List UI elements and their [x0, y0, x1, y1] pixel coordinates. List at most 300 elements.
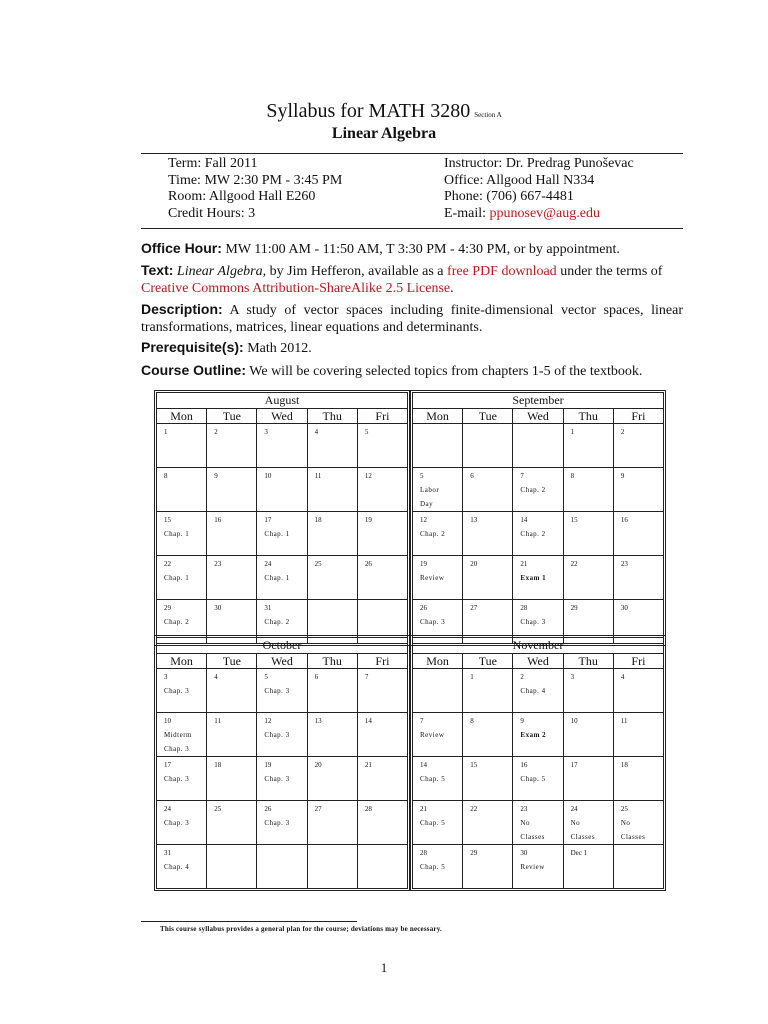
day-number: 20: [314, 761, 322, 769]
calendar-day-cell: [413, 845, 462, 888]
day-number: 29: [164, 604, 171, 612]
description-text: A study of vector spaces including finite-dimensional vector spaces, linear transformations, matrices, linear equations and determinants.: [141, 303, 683, 335]
calendar-month-title: November: [413, 638, 663, 654]
calendar-day-cell: [613, 556, 663, 599]
calendar-day-cell: [157, 669, 206, 712]
calendar-day-cell: [512, 468, 562, 511]
calendar-day-cell: [307, 845, 357, 888]
calendar-day-cell: [357, 556, 407, 599]
weekday-label: Thu: [563, 409, 613, 423]
day-number: 13: [314, 717, 322, 725]
calendar-day-cell: [357, 757, 407, 800]
calendar-day-cell: [413, 424, 462, 467]
day-number: 5: [364, 428, 369, 436]
day-number: 24: [570, 805, 578, 813]
calendar-month-title: September: [413, 393, 663, 409]
calendar-day-cell: [462, 512, 512, 555]
description-label: Description:: [141, 301, 223, 317]
day-note: Exam 2: [520, 731, 547, 739]
room: Room: Allgood Hall E260: [168, 189, 316, 204]
calendar-day-cell: [357, 845, 407, 888]
calendar-month-title: October: [157, 638, 407, 654]
calendar-day-cell: [307, 669, 357, 712]
calendar-day-cell: [206, 424, 256, 467]
day-number: 11: [620, 717, 628, 725]
calendar-day-cell: [613, 801, 663, 844]
course-info-left: [168, 156, 342, 222]
email-line: [444, 206, 634, 223]
weekday-header: [157, 654, 407, 669]
day-number: 12: [364, 472, 372, 480]
day-number: 17: [570, 761, 578, 769]
term: Term: Fall 2011: [168, 156, 258, 171]
day-number: 14: [364, 717, 372, 725]
calendar-august: [154, 390, 410, 646]
day-note: Chap. 3: [164, 745, 190, 753]
calendar-day-cell: [462, 845, 512, 888]
calendar-day-cell: [413, 468, 462, 511]
weekday-label: Mon: [426, 654, 449, 668]
weekday-label: Tue: [206, 409, 256, 423]
day-note: Chap. 2: [520, 486, 546, 494]
weekday-header: [413, 654, 663, 669]
office-hour-text: MW 11:00 AM - 11:50 AM, T 3:30 PM - 4:30 PM, or by appointment.: [225, 242, 620, 257]
day-number: 21: [364, 761, 372, 769]
day-number: 7: [420, 717, 424, 725]
page-number: 1: [380, 960, 388, 975]
weekday-label: Fri: [613, 409, 663, 423]
calendar-day-cell: [206, 468, 256, 511]
calendar-day-cell: [256, 468, 306, 511]
day-note: Chap. 2: [520, 530, 546, 538]
calendar-day-cell: [157, 757, 206, 800]
day-number: 3: [264, 428, 268, 436]
day-note: Chap. 2: [164, 618, 190, 626]
calendar-day-cell: [206, 512, 256, 555]
day-number: 23: [620, 560, 628, 568]
day-number: 24: [164, 805, 171, 813]
calendar-day-cell: [157, 713, 206, 756]
calendar-day-cell: [307, 801, 357, 844]
day-number: 12: [420, 516, 427, 524]
calendar-day-cell: [307, 556, 357, 599]
calendar-day-cell: [563, 845, 613, 888]
time: Time: MW 2:30 PM - 3:45 PM: [168, 172, 343, 188]
calendar-day-cell: [256, 845, 306, 888]
calendar-day-cell: [256, 713, 306, 756]
day-number: 21: [420, 805, 427, 813]
day-number: 1: [570, 428, 575, 436]
weekday-label: Mon: [426, 409, 449, 423]
day-number: 28: [364, 805, 372, 813]
day-number: 4: [620, 673, 625, 681]
weekday-label: Thu: [563, 654, 613, 668]
weekday-label: Wed: [512, 409, 562, 423]
calendar-day-cell: [563, 801, 613, 844]
calendar-day-cell: [157, 556, 206, 599]
office-hour-label: Office Hour:: [141, 240, 222, 256]
calendar-day-cell: [462, 669, 512, 712]
day-number: 31: [164, 849, 171, 857]
day-number: 1: [164, 428, 168, 436]
weekday-label: Mon: [170, 654, 193, 668]
calendar-day-cell: [613, 512, 663, 555]
day-number: 22: [470, 805, 478, 813]
calendar-day-cell: [357, 512, 407, 555]
calendar-day-cell: [206, 801, 256, 844]
day-number: 3: [164, 673, 168, 681]
calendar-day-cell: [512, 757, 562, 800]
day-number: 2: [520, 673, 524, 681]
calendar-day-cell: [512, 424, 562, 467]
weekday-header: [413, 409, 663, 424]
prerequisite-text: Math 2012.: [247, 341, 312, 356]
top-rule: [141, 153, 683, 154]
day-number: 14: [420, 761, 427, 769]
weekday-label: Fri: [613, 654, 663, 668]
calendar-day-cell: [157, 468, 206, 511]
day-note: Chap. 5: [420, 863, 446, 871]
calendar-week-row: [413, 512, 663, 556]
day-note: Chap. 2: [420, 530, 446, 538]
day-note: Chap. 3: [264, 775, 290, 783]
day-number: 10: [164, 717, 171, 725]
calendar-week-row: [157, 424, 407, 468]
prerequisite: [141, 339, 683, 357]
calendar-week-row: [157, 669, 407, 713]
day-number: 22: [570, 560, 578, 568]
day-number: 8: [164, 472, 168, 480]
day-number: 26: [420, 604, 427, 612]
weekday-label: Fri: [357, 654, 407, 668]
calendar-day-cell: [357, 713, 407, 756]
day-number: 13: [470, 516, 478, 524]
calendar-day-cell: [256, 669, 306, 712]
day-number: 20: [470, 560, 478, 568]
calendar-day-cell: [613, 669, 663, 712]
day-note: Day: [420, 500, 434, 508]
day-note: Chap. 3: [264, 731, 290, 739]
calendar-day-cell: [413, 556, 462, 599]
day-number: 19: [364, 516, 372, 524]
day-number: 2: [214, 428, 218, 436]
day-note: Chap. 5: [520, 775, 546, 783]
calendar-day-cell: [256, 556, 306, 599]
day-number: 6: [314, 673, 319, 681]
section-label: Section A: [474, 111, 502, 119]
day-number: 6: [470, 472, 474, 480]
text-label: Text:: [141, 262, 174, 278]
email-link[interactable]: ppunosev@aug.edu: [489, 205, 600, 221]
day-number: 9: [620, 472, 625, 480]
calendar-day-cell: [256, 801, 306, 844]
day-number: 27: [314, 805, 322, 813]
day-number: 25: [620, 805, 628, 813]
day-number: 19: [420, 560, 427, 568]
calendar-week-row: [157, 713, 407, 757]
day-number: 29: [570, 604, 578, 612]
prerequisite-label: Prerequisite(s):: [141, 339, 244, 355]
day-number: 5: [264, 673, 268, 681]
calendar-day-cell: [357, 468, 407, 511]
day-note: Chap. 3: [164, 819, 190, 827]
weekday-label: Tue: [462, 654, 512, 668]
footnote: This course syllabus provides a general plan for the course; deviations may be necessary.: [160, 925, 442, 933]
calendar-day-cell: [256, 424, 306, 467]
outline-text: We will be covering selected topics from chapters 1-5 of the textbook.: [249, 364, 643, 379]
calendar-day-cell: [462, 424, 512, 467]
credit-hours: Credit Hours: 3: [168, 205, 256, 221]
day-note: Exam 1: [520, 574, 547, 582]
calendar-day-cell: [157, 801, 206, 844]
calendar-day-cell: [613, 468, 663, 511]
calendar-day-cell: [157, 512, 206, 555]
text-section: [141, 262, 683, 297]
weekday-label: Tue: [462, 409, 512, 423]
calendar-day-cell: [512, 512, 562, 555]
day-number: 7: [520, 472, 524, 480]
email-label: E-mail:: [444, 205, 486, 221]
day-number: 11: [314, 472, 322, 480]
day-number: 26: [264, 805, 272, 813]
calendar-day-cell: [512, 713, 562, 756]
calendar-day-cell: [462, 801, 512, 844]
calendar-day-cell: [563, 512, 613, 555]
day-number: 4: [214, 673, 218, 681]
day-note: Chap. 4: [520, 687, 546, 695]
day-number: 27: [470, 604, 478, 612]
calendar-day-cell: [157, 424, 206, 467]
day-note: Chap. 2: [264, 618, 290, 626]
text-part1: , by Jim Hefferon, available as a: [262, 264, 448, 279]
day-number: 18: [314, 516, 322, 524]
course-subtitle: Linear Algebra: [331, 125, 437, 142]
day-note: Chap. 3: [164, 775, 190, 783]
calendar-day-cell: [357, 669, 407, 712]
calendar-day-cell: [563, 424, 613, 467]
calendar-week-row: [157, 468, 407, 512]
day-number: 25: [214, 805, 222, 813]
day-number: 28: [420, 849, 427, 857]
day-number: 22: [164, 560, 171, 568]
bottom-rule: [141, 228, 683, 229]
calendar-day-cell: [206, 713, 256, 756]
calendar-day-cell: [256, 757, 306, 800]
calendar-day-cell: [462, 468, 512, 511]
day-number: 18: [620, 761, 628, 769]
calendar-day-cell: [307, 757, 357, 800]
calendar-day-cell: [563, 669, 613, 712]
calendar-day-cell: [563, 757, 613, 800]
calendar-week-row: [413, 424, 663, 468]
day-number: 16: [214, 516, 222, 524]
day-number: 11: [214, 717, 221, 725]
calendar-day-cell: [413, 512, 462, 555]
day-note: Labor: [420, 486, 440, 494]
day-number: 14: [520, 516, 528, 524]
day-number: 5: [420, 472, 424, 480]
license-link[interactable]: Creative Commons Attribution-ShareAlike 2.5 License: [141, 281, 451, 296]
office-hour: [141, 240, 683, 258]
day-note: Chap. 3: [420, 618, 446, 626]
day-number: 17: [164, 761, 171, 769]
day-number: 21: [520, 560, 528, 568]
weekday-label: Thu: [307, 409, 357, 423]
calendar-week-row: [157, 512, 407, 556]
day-number: 30: [214, 604, 222, 612]
calendar-september: [410, 390, 666, 646]
day-number: 1: [470, 673, 474, 681]
day-number: Dec 1: [570, 849, 588, 857]
text-part3: .: [450, 281, 454, 296]
day-note: Review: [520, 863, 545, 871]
weekday-header: [157, 409, 407, 424]
calendar-day-cell: [462, 757, 512, 800]
title-text: Syllabus for MATH 3280: [266, 100, 471, 122]
calendar-day-cell: [157, 845, 206, 888]
calendar-day-cell: [413, 713, 462, 756]
day-number: 2: [620, 428, 625, 436]
description: [141, 301, 683, 336]
day-number: 8: [570, 472, 575, 480]
day-number: 10: [570, 717, 578, 725]
day-note: Chap. 3: [264, 819, 290, 827]
day-number: 4: [314, 428, 319, 436]
course-info-right: [444, 156, 634, 222]
day-note: No: [620, 819, 631, 827]
calendar-day-cell: [307, 468, 357, 511]
day-note: Chap. 1: [164, 530, 190, 538]
calendar-week-row: [413, 757, 663, 801]
calendar-week-row: [157, 757, 407, 801]
footnote-rule: [141, 921, 357, 922]
weekday-label: Fri: [357, 409, 407, 423]
weekday-label: Mon: [170, 409, 193, 423]
calendar-day-cell: [613, 424, 663, 467]
calendar-day-cell: [563, 713, 613, 756]
weekday-label: Wed: [256, 654, 306, 668]
pdf-link[interactable]: free PDF download: [447, 264, 557, 279]
day-number: 12: [264, 717, 272, 725]
calendar-day-cell: [563, 468, 613, 511]
day-number: 23: [520, 805, 528, 813]
calendar-november: [410, 635, 666, 891]
day-number: 31: [264, 604, 272, 612]
day-note: Midterm: [164, 731, 192, 739]
calendar-day-cell: [563, 556, 613, 599]
day-number: 30: [520, 849, 528, 857]
day-number: 9: [214, 472, 218, 480]
day-note: Review: [420, 731, 445, 739]
calendar-week-row: [413, 468, 663, 512]
course-outline: [141, 362, 683, 380]
calendar-day-cell: [307, 713, 357, 756]
day-number: 16: [620, 516, 628, 524]
calendar-day-cell: [512, 845, 562, 888]
day-note: Chap. 3: [264, 687, 290, 695]
day-note: Chap. 3: [164, 687, 190, 695]
calendar-day-cell: [613, 713, 663, 756]
phone: Phone: (706) 667-4481: [444, 189, 574, 204]
calendar-day-cell: [357, 801, 407, 844]
day-note: Classes: [520, 833, 545, 841]
day-number: 16: [520, 761, 528, 769]
day-number: 23: [214, 560, 222, 568]
day-note: Chap. 3: [520, 618, 546, 626]
weekday-label: Tue: [206, 654, 256, 668]
calendar-day-cell: [613, 845, 663, 888]
calendar-day-cell: [206, 669, 256, 712]
day-note: Chap. 5: [420, 775, 446, 783]
day-note: Chap. 1: [264, 530, 290, 538]
day-number: 10: [264, 472, 272, 480]
weekday-label: Wed: [512, 654, 562, 668]
day-number: 29: [470, 849, 478, 857]
calendar-day-cell: [462, 713, 512, 756]
instructor: Instructor: Dr. Predrag Punoševac: [444, 156, 634, 171]
weekday-label: Thu: [307, 654, 357, 668]
day-note: Classes: [570, 833, 596, 841]
day-number: 26: [364, 560, 372, 568]
day-number: 30: [620, 604, 628, 612]
day-note: Chap. 4: [164, 863, 190, 871]
office: Office: Allgood Hall N334: [444, 172, 595, 188]
calendar-month-title: August: [157, 393, 407, 409]
day-number: 15: [470, 761, 478, 769]
day-number: 18: [214, 761, 222, 769]
calendar-day-cell: [413, 801, 462, 844]
calendar-day-cell: [307, 424, 357, 467]
calendar-day-cell: [413, 757, 462, 800]
calendar-day-cell: [462, 556, 512, 599]
day-number: 3: [570, 673, 575, 681]
day-number: 24: [264, 560, 272, 568]
day-note: Review: [420, 574, 445, 582]
calendar-week-row: [413, 845, 663, 888]
day-note: Chap. 1: [164, 574, 190, 582]
day-number: 25: [314, 560, 322, 568]
day-note: No: [570, 819, 581, 827]
calendar-day-cell: [512, 556, 562, 599]
calendar-day-cell: [256, 512, 306, 555]
text-part2: under the terms of: [556, 264, 663, 279]
day-number: 15: [164, 516, 171, 524]
day-note: Chap. 5: [420, 819, 446, 827]
calendar-week-row: [413, 801, 663, 845]
day-number: 9: [520, 717, 524, 725]
day-number: 8: [470, 717, 474, 725]
calendar-week-row: [157, 845, 407, 888]
day-number: 28: [520, 604, 528, 612]
calendar-day-cell: [512, 801, 562, 844]
calendar-day-cell: [206, 757, 256, 800]
calendar-week-row: [157, 556, 407, 600]
calendar-week-row: [413, 669, 663, 713]
calendar-day-cell: [357, 424, 407, 467]
book-title: Linear Algebra: [176, 264, 263, 279]
day-note: Chap. 1: [264, 574, 290, 582]
outline-label: Course Outline:: [141, 362, 247, 378]
day-note: No: [520, 819, 530, 827]
day-number: 17: [264, 516, 272, 524]
calendar-week-row: [413, 713, 663, 757]
calendar-day-cell: [512, 669, 562, 712]
calendar-day-cell: [613, 757, 663, 800]
calendar-day-cell: [206, 556, 256, 599]
calendar-day-cell: [413, 669, 462, 712]
weekday-label: Wed: [256, 409, 306, 423]
calendar-october: [154, 635, 410, 891]
